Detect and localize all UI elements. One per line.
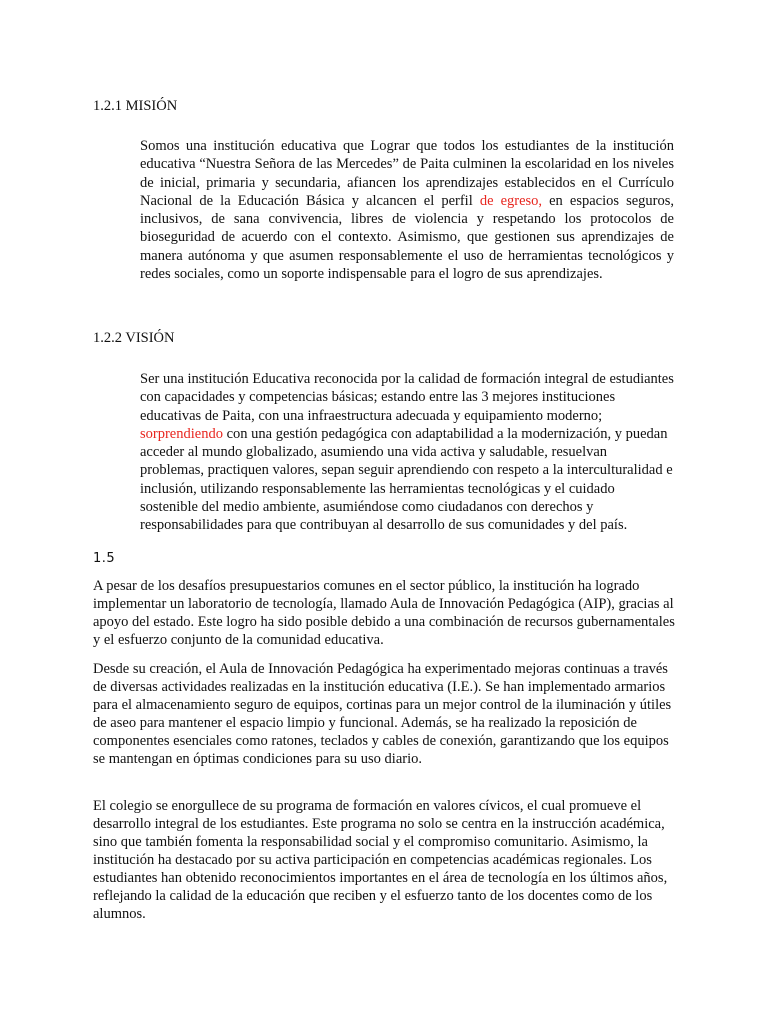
body-paragraph-3: El colegio se enorgullece de su programa de formación en valores cívicos, el cual promueve el desarrollo integral de los estudiantes. Este programa no solo se centra en la instrucción académica, sino que también fomenta la responsabilidad social y el compromiso comunitario. Asimismo, la institución ha destacado por su activa participación en competencias académicas regionales. Los estudiantes han obtenido reconocimientos importantes en el área de tecnología en los últimos años, reflejando la calidad de la educación que reciben y el esfuerzo tanto de los docentes como de los alumnos. xyxy=(93,798,668,922)
vision-text-start: Ser una institución Educativa reconocida por la calidad de formación integral de estudiantes con capacidades y competencias básicas; estando entre las 3 mejores instituciones educativas de Paita, con una infraestructura adecuada y equipamiento moderno; xyxy=(140,371,674,424)
body-paragraph-2: Desde su creación, el Aula de Innovación Pedagógica ha experimentado mejoras continuas a través de diversas actividades realizadas en la institución educativa (I.E.). Se han implementado armarios para el almacenamiento seguro de equipos, cortinas para un mejor control de la iluminación y útiles de aseo para mantener el espacio limpio y funcional. Además, se ha realizado la reposición de componentes esenciales como ratones, teclados y cables de conexión, garantizando que los equipos se mantengan en óptimas condiciones para su uso diario. xyxy=(93,661,672,767)
mision-text-end: en espacios seguros, inclusivos, de sana convivencia, libres de violencia y respetando los protocolos de bioseguridad de acuerdo con el contexto. Asimismo, que gestionen sus aprendizajes de manera autónoma y que asumen responsablemente el uso de herramientas tecnológicos y redes sociales, como un soporte indispensable para el logro de sus aprendizajes. xyxy=(140,192,674,283)
vision-paragraph xyxy=(140,370,674,535)
vision-highlight: sorprendiendo xyxy=(140,425,223,442)
mision-heading: 1.2.1 MISIÓN xyxy=(93,98,178,114)
vision-heading: 1.2.2 VISIÓN xyxy=(93,330,175,346)
body-paragraph-1: A pesar de los desafíos presupuestarios comunes en el sector público, la institución ha logrado implementar un laboratorio de tecnología, llamado Aula de Innovación Pedagógica (AIP), gracias al apoyo del estado. Este logro ha sido posible debido a una combinación de recursos gubernamentales y el esfuerzo conjunto de la comunidad educativa. xyxy=(93,578,675,648)
vision-text-end: con una gestión pedagógica con adaptabilidad a la modernización, y puedan acceder al mundo globalizado, asumiendo una vida activa y saludable, resuelvan problemas, practiquen valores, sepan seguir aprendiendo con respeto a la interculturalidad e inclusión, utilizando responsablemente las herramientas tecnológicas y el cuidado sostenible del medio ambiente, asumiéndose como ciudadanos con derechos y responsabilidades para que contribuyan al desarrollo de sus comunidades y del país. xyxy=(140,425,673,534)
mision-paragraph xyxy=(140,137,674,283)
mision-highlight: de egreso, xyxy=(479,192,543,209)
section-number: 1.5 xyxy=(93,551,116,566)
mision-text-start: Somos una institución educativa que Lograr que todos los estudiantes de la institución educativa “Nuestra Señora de las Mercedes” de Paita culminen la escolaridad en los niveles de inicial, primaria y secundaria, afiancen los aprendizajes establecidos en el Currículo Nacional de la Educación Básica y alcancen el perfil xyxy=(140,138,674,209)
